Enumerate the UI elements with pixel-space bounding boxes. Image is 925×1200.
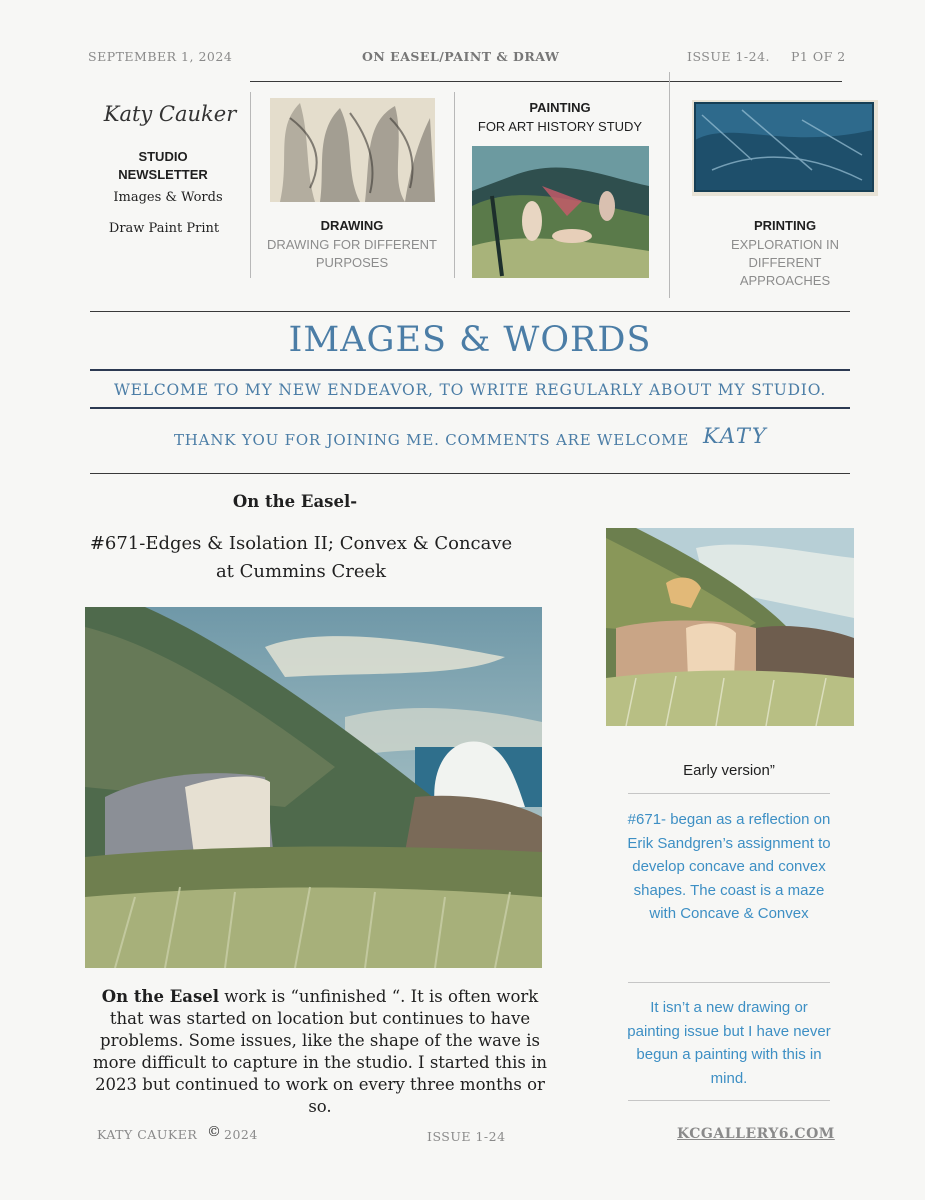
sidebar-rule-3 xyxy=(628,1100,830,1101)
printing-desc: EXPLORATION IN DIFFERENT APPROACHES xyxy=(730,237,840,288)
banner-signature: KATY xyxy=(703,424,768,448)
article-body xyxy=(85,986,555,1118)
sidebar-rule-1 xyxy=(628,793,830,794)
header-section: ON EASEL/PAINT & DRAW xyxy=(362,49,560,64)
banner-title: IMAGES & WORDS xyxy=(288,320,652,360)
drawing-title: DRAWING xyxy=(320,218,384,233)
early-version-caption: Early version” xyxy=(683,762,775,779)
sidebar-paragraph-1: #671- began as a reflection on Erik Sandgren’s assignment to develop concave and convex shapes. The coast is a maze with Concave & Convex xyxy=(627,811,831,922)
drawing-desc: DRAWING FOR DIFFERENT PURPOSES xyxy=(267,237,437,270)
painting-desc: FOR ART HISTORY STUDY xyxy=(477,119,643,134)
header-page: P1 OF 2 xyxy=(791,49,846,64)
painting-title: PAINTING xyxy=(529,100,591,115)
masthead-title-line2: NEWSLETTER xyxy=(118,167,208,182)
painting-image xyxy=(472,146,649,278)
sidebar-paragraph-2: It isn’t a new drawing or painting issue but I have never begun a painting with this in mind. xyxy=(627,999,831,1087)
column-divider-2 xyxy=(454,92,455,278)
masthead-signature: Katy Cauker xyxy=(103,102,237,126)
footer-website-link[interactable]: KCGALLERY6.COM xyxy=(677,1126,835,1142)
article-body-text: work is “unfinished “. It is often work that was started on location but continues to have problems. Some issues, like the shape of the wave is more difficult to capture in the studio. I started this in 2023 but continued to work on every three months or so. xyxy=(93,987,547,1116)
article-body-bold: On the Easel xyxy=(101,987,220,1006)
footer-issue: ISSUE 1-24 xyxy=(427,1129,506,1144)
column-divider-3 xyxy=(669,72,670,298)
masthead-title-line1: STUDIO xyxy=(138,149,188,164)
banner-thanks: THANK YOU FOR JOINING ME. COMMENTS ARE WELCOME xyxy=(174,431,690,449)
footer-author: KATY CAUKER xyxy=(97,1127,198,1142)
printing-title: PRINTING xyxy=(753,218,817,233)
masthead-subtitle1: Images & Words xyxy=(113,190,223,205)
printing-image xyxy=(692,100,878,196)
footer-year: 2024 xyxy=(224,1127,258,1142)
sidebar-rule-2 xyxy=(628,982,830,983)
header-rule xyxy=(250,81,842,82)
header-date: SEPTEMBER 1, 2024 xyxy=(88,49,233,64)
article-heading: On the Easel- xyxy=(232,492,358,511)
banner-rule-2 xyxy=(90,407,850,409)
article-subheading: #671-Edges & Isolation II; Convex & Concave at Cummins Creek xyxy=(89,533,513,582)
main-painting-image xyxy=(85,607,542,968)
header-issue: ISSUE 1-24. xyxy=(687,49,771,64)
banner-welcome: WELCOME TO MY NEW ENDEAVOR, TO WRITE REGULARLY ABOUT MY STUDIO. xyxy=(113,381,827,399)
footer-copyright-symbol: © xyxy=(207,1124,221,1140)
drawing-image xyxy=(270,98,435,202)
masthead-subtitle2: Draw Paint Print xyxy=(108,221,220,236)
banner-top-rule xyxy=(90,311,850,312)
banner-bottom-rule xyxy=(90,473,850,474)
early-version-image xyxy=(606,528,854,726)
banner-rule-1 xyxy=(90,369,850,371)
column-divider-1 xyxy=(250,92,251,278)
